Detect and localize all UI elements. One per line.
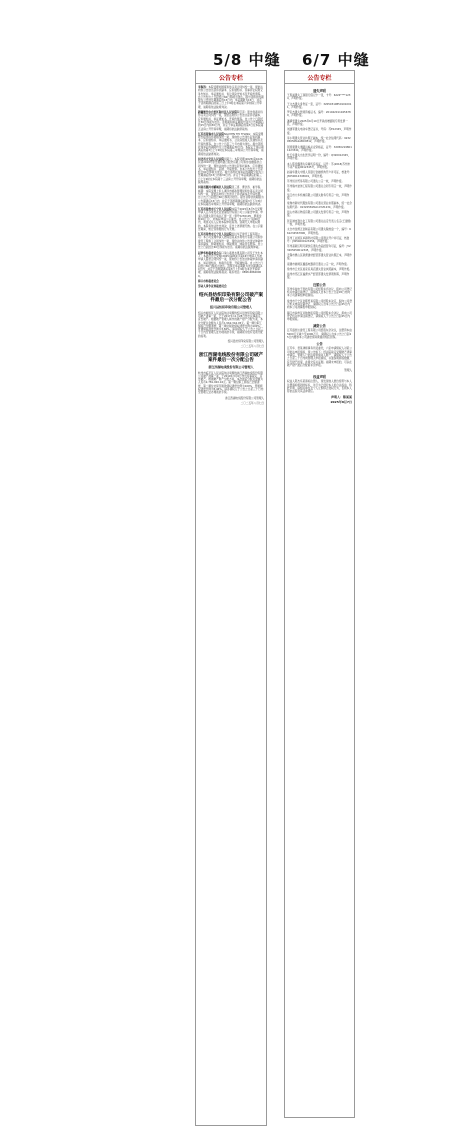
lost-notice-item: 昆山市鸿运物流有限公司遗失发票专用章一枚，声明作废。 xyxy=(287,211,350,218)
lost-notice-item: 扬州市邗江区福源水产经营部遗失发票领购簿，声明作废。 xyxy=(287,273,350,280)
notice-item xyxy=(198,111,264,131)
notice-item xyxy=(198,280,264,283)
notice-body: 本院于2025年8月5日受理申请人江苏常发农业装备股份有限公司公示催告申请，申请人因遗失银行承兑汇票一张（票号5230105，票面金额10万元），向本院申请公示催告。自公告之日起60日内，利害关系人应向本院申报权利。到期无人申报权利的，本院将依法作出判决，宣告上述票据无效。在公示催告期间，转让该票据的行为无效。 xyxy=(198,208,263,231)
bankruptcy-notice-sign: 绍兴县纺织印染有限公司管理人 xyxy=(227,339,264,343)
lost-notice-item: 张国强遗失道路运输从业资格证，证号：320502198011223344，声明作废。 xyxy=(287,145,352,152)
notice-head: 河南省漯河市郾城区人民法院 xyxy=(198,186,232,190)
bankruptcy-notice-title: 绍兴县纺织印染有限公司破产案件最后一次分配公告 xyxy=(198,292,264,304)
notice-head: 江苏省常州市天宁区人民法院 xyxy=(198,233,232,237)
bankruptcy-notice-subtitle: 浙江西湖电线股份有限公司管理人 xyxy=(208,364,254,369)
notice-head: 江苏省常州市天宁区人民法院 xyxy=(198,208,232,212)
lost-notice-item: 苏州高新区明月餐饮店遗失食品经营许可证，编号：JY23205050012345，声明作废。 xyxy=(287,245,351,252)
right-column-title: 公告专栏 xyxy=(285,71,354,84)
notice-body: 本院受理刘国富诉你买卖合同纠纷一案，现依法向你公告送达起诉状副本、应诉通知书、民事诉讼权利义务告知书、举证通知书、诉讼风险告知书及开庭传票等。自公告发出之日起经过60日即视为送达。提出答辩状的期限为公告送达期满后的15日内，举证期限为15日，并定于答辩期满后的第三日上午9时在本院第六审判庭公开审理，逾期将依法缺席判决。 xyxy=(198,86,264,109)
notice-body: NGUYEN THI THANG：本院受理原告程伟诉你离婚纠纷一案，现向你公告送达起诉状副本、应诉通知书、举证通知书、合议庭组成人员通知书及开庭传票等。自公告之日起三个月内视为送达。提出答辩状和举证的期限均为公告期满后30日内。本院定于举证期满后的第3日上午9时在本院第三审判庭公开开庭审理，逾期将依法缺席判决。 xyxy=(198,132,264,156)
lost-notice-item: 王文杰遗失身份证一张，证号：320503198501010011，声明作废。 xyxy=(287,102,352,109)
lost-notice-item: 刘建军遗失电动车登记证书，号码：苏E12345，声明作废。 xyxy=(287,128,352,135)
lost-notice-item: 苏州瑞丰装饰工程有限公司遗失合同专用章一枚，声明作废。 xyxy=(287,185,352,192)
lost-notice-item: 吴江市大华机械有限公司遗失财务专用章一枚，声明作废。 xyxy=(287,193,350,201)
notice-item xyxy=(198,186,264,206)
bankruptcy-notice-body: 杭州市临平区人民法院依法审理的浙江西湖电线股份有限公司破产清算一案，于2019年3月6日作出民事裁定，宣告破产。根据破产财产分配方案，本次最后分配总金额为人民币2,781,920.16元。第一顺位职工债权已全额清偿，第二顺位社保及税款债权清偿比例为100%，普通债权清偿比例为5.46%。请各债权人于公告之日起三十日内至管理人处办理领款手续。 xyxy=(198,371,264,395)
lost-notice-item: 太仓市金源五金制品有限公司遗失税控盘一个，编号：661234567890，声明作废。 xyxy=(287,228,351,235)
declaration-header: 权益声明 xyxy=(313,375,326,380)
right-notice-column xyxy=(284,70,355,1118)
declaration-body: 权益人陈杰系某商标注册人，现发现他人擅自使用与本人注册商标相同的标识，该行为已侵犯本人的合法权益，特此声明，请相关单位及个人立即停止侵权行为，否则本人将依法追究其法律责任。 xyxy=(287,380,352,394)
lost-notice-item: 常熟市新时代服装有限公司遗失营业执照副本，统一社会信用代码：91320581MA1XYZ1234，声明作废。 xyxy=(287,202,352,209)
notice-head: 河北省文安县人民法院 xyxy=(198,157,224,161)
notice-head: 新疆维吾尔自治区和田县人民法院 xyxy=(198,111,237,115)
notice-item xyxy=(198,233,264,249)
lost-notice-item: 本人陈佳璐遗失房屋所有权证，证号：苏(2018)苏州市不动产权第0012345号，声明作废。 xyxy=(287,162,351,170)
cancel-notice-item: 镇江市润州区远航物流有限公司经股东会决议，拟向公司登记机关申请注销登记，请债权人于公告之日起45日内申报债权。 xyxy=(287,311,352,322)
notice-body: 何菊兰：本院受理(2025)冀1026民初2019号原告廊坊银行股份有限公司诉你金融借款合同纠纷一案，现依法向你公告送达起诉状副本、应诉通知书、举证通知书、证据、开庭传票。自本公告发出之日起经过60日即视为送达。提出答辩状和举证的期限分别为公告期满后的15日内和30日内。并定于举证期满后的第三日上午9时在本院第十三法庭公开开庭审理，逾期将依法缺席裁判。 xyxy=(198,157,264,185)
reduction-notice-item: 江苏盛世达建设工程有限公司经股东会决议，注册资本由5000万元减少至1000万元，请债权人自本公告之日起45日内要求本公司清偿债务或提供相应担保。 xyxy=(287,329,352,340)
reduction-notices-header: 减资公告 xyxy=(313,324,326,329)
statement-sign: 管理人 xyxy=(344,369,352,373)
lost-notice-item: 杜玉华遗失出生医学证明一份，编号：Q320012345，声明作废。 xyxy=(287,154,351,161)
lost-notice-item: 苏州恒达贸易有限公司遗失公章一枚，声明作废。 xyxy=(287,179,345,183)
lost-notice-item: 无锡市惠山区新源建材经营部遗失营业执照正本，声明作废。 xyxy=(287,253,352,261)
notice-body: 张三喜、曹洪涛、崔学春、崔超：本院受理上诉人漯河市邮政管理局诉你等买卖合同纠纷一案，现依法向你公告送达上诉状副本及开庭传票。自公告之日起经过60日即视为送达。提出答辩状的期限为公告期满后15日内，并定于答辩期满后的第3日下午3时在本院第四审判庭公开开庭审理，逾期将依法缺席判决。 xyxy=(198,186,264,206)
notice-body: 四川华艺建设工程有限公司：本公司受理申请人德保县某某水利电力有限公司诉你建设工程施工合同纠纷一案，现依法向你公告送达仲裁申请书副本、仲裁通知书、仲裁规则、仲裁员名册等。自公告之日起经过60日即视为送达。逾期将依法缺席仲裁。 xyxy=(198,233,263,250)
left-column-body xyxy=(196,84,266,409)
right-column-body xyxy=(285,84,354,407)
lost-notice-item: 赵丽华遗失中国人民银行金融机构开户许可证，核准号：J3050012345601，声明作废。 xyxy=(287,171,352,178)
notice-item xyxy=(198,133,264,156)
notice-head: 海口市仲裁委员会 xyxy=(198,280,219,284)
declaration-date: 2025年8月7日 xyxy=(330,400,352,405)
statement-header: 公告 xyxy=(316,342,323,347)
notice-item xyxy=(198,86,264,109)
lost-notice-item: 南通市港闸区鑫盛电器商行遗失公章一枚，声明作废。 xyxy=(287,262,350,266)
notice-item xyxy=(198,208,264,231)
notice-head: 屈梦华仲裁委员会 xyxy=(198,251,219,255)
cancel-notice-item: 苏州华信电子科技有限公司经股东会决议，拟向公司登记机关申请注销登记，请债权人自本公告之日起45日内向本公司清算组申报债权。 xyxy=(287,287,352,298)
cancel-notice-item: 常州市天宁区金辉贸易有限公司经股东决定，拟向公司登记机关申请注销登记，请债权人自本公告之日起45日内向本公司清算组申报债权。 xyxy=(287,299,352,310)
lost-notices-header: 遗失声明 xyxy=(313,89,326,93)
lost-notice-item: 徐州市云龙区美家家具店遗失营业执照副本，声明作废。 xyxy=(287,267,352,271)
notice-head: 劳动人事争议仲裁委员会 xyxy=(198,285,227,289)
page-label-right: 6/7 中缝 xyxy=(302,51,370,69)
bankruptcy-notice-body: 绍兴市柯桥区人民法院依法审理的绍兴县纺织印染有限公司破产清算一案，已于2017年11月28日作出民事裁定，宣告破产。根据破产管理人制作的破产财产分配方案，本次分配总金额为人民币1,562,344.05元。第一顺位职工债权已全额清偿；第二顺位税款债权清偿比例为100%；普通债权清偿比例为3.82%。请各债权人于公告之日起三十日内至管理人处办理领款手续，逾期视为放弃受领分配的权利。 xyxy=(198,311,264,338)
notice-item xyxy=(198,285,264,288)
left-column-title: 公告专栏 xyxy=(196,71,266,84)
page-label-left: 5/8 中缝 xyxy=(213,51,281,69)
notice-item xyxy=(198,158,264,184)
notice-head: 李海涛： xyxy=(198,86,209,89)
notice-body: 陶卫萍：原告詹春远诉你买卖合同纠纷一案，现依法向你公告送达起诉状副本、应诉通知书、举证通知书、开庭传票等。自公告之日起经过30日即视为送达。答辩期和举证期限分别为公告期满后的15日内和30日内，并定于举证期满后的第3日在本院第五法庭公开开庭审理，逾期将依法缺席裁判。 xyxy=(198,111,264,131)
notice-body: 海口景山春晨水果有限公司及王先生本人：本委员会已受理(2025)海仲案字第16号申请人与被申请人借款合同纠纷一案，现向你公告送达仲裁申请书副本、举证通知书、仲裁员名册、开庭通知等。自公告之日起经过30日即视为送达。答辩及举证期限为送达期满后10日内，并定于答辩期满后第3日上午9时在本会开庭审理，逾期将依法缺席裁决。联系电话：0898-68600000。 xyxy=(198,251,263,278)
cancel-notices-header: 注销公告 xyxy=(313,282,326,287)
statement-body: 江苏华、君某律师事务所受委托，六家申请债权人对某公司依法申报债权，现公告如下：经法院裁定受理破产清算申请后，管理人已依法接管债务人财产，请债权人于公告之日起三十日内向管理人申报债权，书面说明债权数额、有无财产担保，并提交有关证据。逾期未申报的，可以在破产财产最后分配前补充申报。 xyxy=(287,347,352,367)
lost-notice-item: 王思涵遗失工商银行借记卡一张，卡号：6222****1234，声明作废。 xyxy=(287,94,351,101)
lost-notice-item: 罗家杰遗失医师资格证书，编号：2010420110456789，声明作废。 xyxy=(287,111,351,118)
bankruptcy-notice-title: 浙江西湖电线股份有限公司破产案件最后一次分配公告 xyxy=(198,352,264,364)
notice-item xyxy=(198,252,264,278)
declaration-sign: 声明人：陈某某 xyxy=(330,394,352,399)
lost-notice-item: 苏州工业园区卓越科技有限公司遗失开户许可证，核准号：J3054000123456，声明作废。 xyxy=(287,236,350,244)
notice-head: 江苏省常熟市人民法院 xyxy=(198,132,224,136)
lost-notice-item: 李小明遗失营业执照正副本，统一社会信用代码：92320505MA1ABCDE12，声明作废。 xyxy=(287,136,351,144)
lost-notice-item: 张家港市利达化工有限公司遗失法定代表人名章(王建国)一枚，声明作废。 xyxy=(287,219,352,226)
bankruptcy-notice-subtitle: 绍兴县纺织印染有限公司管理人 xyxy=(209,304,252,309)
bankruptcy-notice-date: 二〇二五年八月七日 xyxy=(240,345,264,349)
lost-notice-item: 潘倩雯遗失2025年6月10日开具的增值税专用发票一张，声明作废。 xyxy=(287,119,348,127)
bankruptcy-notice-sign: 浙江西湖电线股份有限公司管理人 xyxy=(225,396,264,400)
bankruptcy-notice-date: 二〇二五年八月七日 xyxy=(240,401,264,405)
left-notice-column xyxy=(195,70,267,1126)
